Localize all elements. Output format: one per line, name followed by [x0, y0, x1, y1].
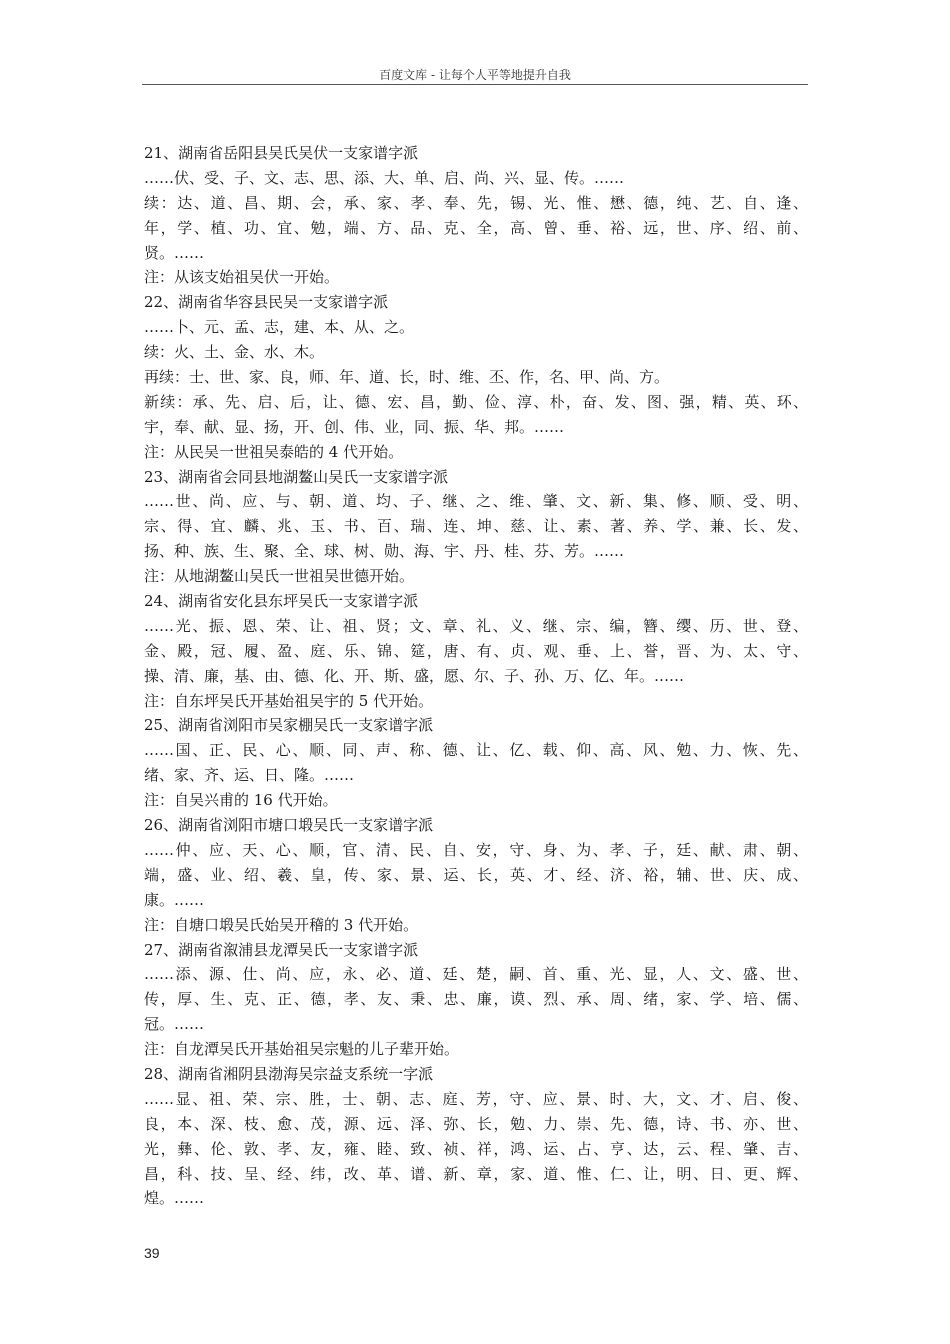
text-line: ……仲、应、天、心、顺，官、清、民、自、安，守、身、为、孝、子，廷、献、肃、朝、 [144, 840, 808, 859]
text-line: 宇，奉、献、显、扬，开、创、伟、业，同、振、华、邦。…… [144, 417, 565, 436]
page-number: 39 [144, 1245, 160, 1261]
note-line: 注：自东坪吴氏开基始祖吴宇的 5 代开始。 [144, 691, 434, 710]
section-heading: 23、湖南省会同县地湖鳌山吴氏一支家谱字派 [144, 467, 449, 486]
text-line: ……国、正、民、心、顺、同、声、称、德、让、亿、载、仰、高、风、勉、力、恢、先、 [144, 741, 808, 760]
text-line: 绪、家、齐、运、日、隆。…… [144, 766, 355, 785]
text-line: 金、殿，冠、履、盈、庭、乐、锦、筵，唐、有、贞、观、垂、上、誉，晋、为、太、守、 [144, 641, 808, 660]
text-line: 煌。…… [144, 1189, 205, 1208]
document-body [144, 141, 808, 1211]
text-line: 传，厚、生、克、正、德，孝、友、秉、忠、廉，谟、烈、承、周、绪，家、学、培、儒、 [144, 990, 808, 1009]
text-line: 冠。…… [144, 1015, 205, 1034]
text-line: 康。…… [144, 890, 205, 909]
section-heading: 25、湖南省浏阳市吴家棚吴氏一支家谱字派 [144, 716, 434, 735]
note-line: 注：从民吴一世祖吴泰皓的 4 代开始。 [144, 442, 404, 461]
text-line: 扬、种、族、生、聚、全、球、树、勋、海、宇、丹、桂、芬、芳。…… [144, 542, 625, 561]
section-heading: 24、湖南省安化县东坪吴氏一支家谱字派 [144, 592, 419, 611]
text-line: 良，本、深、枝、愈、茂，源、远、泽、弥、长，勉、力、崇、先、德，诗、书、亦、世、 [144, 1114, 808, 1133]
page-header: 百度文库 - 让每个人平等地提升自我 [379, 68, 571, 82]
text-line: ……显、祖、荣、宗、胜，士、朝、志、庭、芳，守、应、景、时、大，文、才、启、俊、 [144, 1089, 808, 1108]
text-line: 端，盛、业、绍、羲、皇，传、家、景、运、长，英、才、经、济、裕，辅、世、庆、成、 [144, 865, 808, 884]
section-heading: 22、湖南省华容县民吴一支家谱字派 [144, 293, 389, 312]
section-heading: 28、湖南省湘阴县渤海吴宗益支系统一字派 [144, 1064, 434, 1083]
text-line: 操、清、廉，基、由、德、化、开、斯、盛，愿、尔、子、孙、万、亿、年。…… [144, 666, 685, 685]
section-heading: 27、湖南省溆浦县龙潭吴氏一支家谱字派 [144, 940, 419, 959]
note-line: 注：自塘口塅吴氏始吴开稽的 3 代开始。 [144, 915, 419, 934]
note-line: 注：自龙潭吴氏开基始祖吴宗魁的儿子辈开始。 [144, 1040, 460, 1059]
text-line: ……光、振、恩、荣、让、祖、贤；文、章、礼、义、继、宗、编，簪、缨、历、世、登、 [144, 616, 808, 635]
text-line: ……伏、受、子、文、志、思、添、大、单、启、尚、兴、显、传。…… [144, 168, 625, 187]
note-line: 注：自吴兴甫的 16 代开始。 [144, 791, 338, 810]
note-line: 注：从该支始祖吴伏一开始。 [144, 268, 340, 287]
text-line: 昌，科、技、呈、经、纬，改、革、谱、新、章，家、道、惟、仁、让，明、日、更、辉、 [144, 1164, 808, 1183]
text-line: ……卜、元、孟、志，建、本、从、之。 [144, 318, 415, 337]
section-heading: 21、湖南省岳阳县吴氏吴伏一支家谱字派 [144, 144, 419, 162]
text-line: 续：火、土、金、水、木。 [144, 343, 325, 362]
text-line: ……添、源、仕、尚、应，永、必、道、廷、楚，嗣、首、重、光、显，人、文、盛、世、 [144, 965, 808, 984]
text-line: 再续：士、世、家、良，师、年、道、长，时、维、丕、作，名、甲、尚、方。 [144, 368, 670, 387]
text-line: ……世、尚、应、与、朝、道、均、子、继、之、维、肇、文、新、集、修、顺、受、明、 [144, 492, 808, 511]
text-line: 贤。…… [144, 243, 205, 262]
section-heading: 26、湖南省浏阳市塘口塅吴氏一支家谱字派 [144, 816, 434, 835]
text-line: 新续：承、先、启、后，让、德、宏、昌，勤、俭、淳、朴，奋、发、图、强，精、英、环、 [144, 392, 808, 411]
header-divider [142, 84, 808, 85]
text-line: 光，彝、伦、敦、孝、友，雍、睦、致、祯、祥，鸿、运、占、亨、达，云、程、肇、吉、 [144, 1139, 808, 1158]
text-line: 年，学、植、功、宜、勉，端、方、品、克、全，高、曾、垂、裕、远，世、序、绍、前、 [144, 218, 808, 237]
text-line: 宗、得、宜、麟、兆、玉、书、百、瑞、连、坤、慈、让、素、著、养、学、兼、长、发、 [144, 517, 808, 536]
text-line: 续：达、道、昌、期、会，承、家、孝、奉、先，锡、光、惟、懋、德，纯、艺、自、逢、 [144, 193, 808, 212]
note-line: 注：从地湖鳌山吴氏一世祖吴世德开始。 [144, 567, 415, 586]
